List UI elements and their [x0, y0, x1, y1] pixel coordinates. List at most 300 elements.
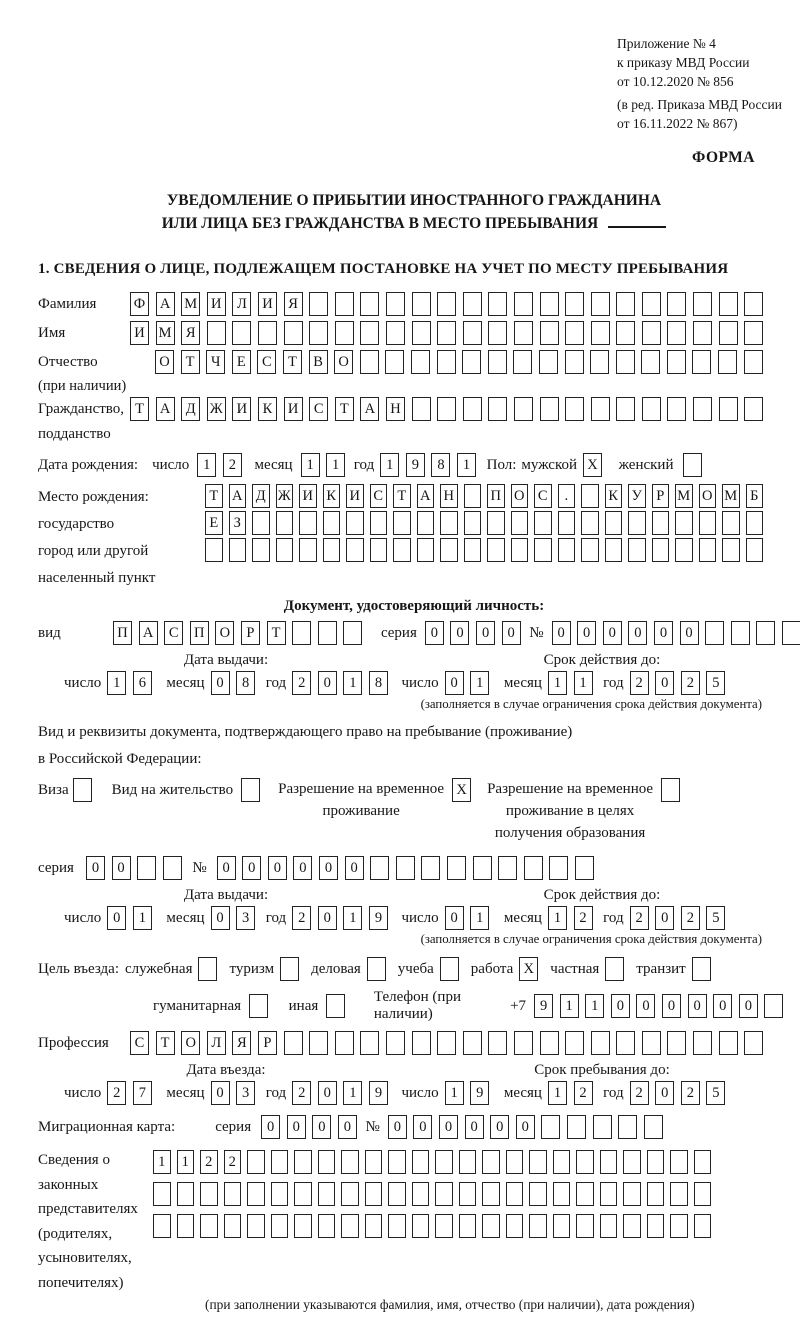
profession-boxes-cell-3[interactable]: Л — [207, 1031, 226, 1055]
given-name-boxes-cell-23[interactable] — [719, 321, 738, 345]
entry-year-cell-2[interactable]: 1 — [343, 1081, 362, 1105]
residence-issue-month-cell-0[interactable]: 0 — [211, 906, 230, 930]
residence-number-boxes-cell-0[interactable]: 0 — [217, 856, 236, 880]
purpose-official-checkbox[interactable] — [198, 957, 217, 981]
purpose-business-checkbox[interactable] — [367, 957, 386, 981]
birth-place-line1-cell-2[interactable]: Д — [252, 484, 270, 508]
given-name-boxes-cell-20[interactable] — [642, 321, 661, 345]
residence-number-boxes-cell-9[interactable] — [447, 856, 466, 880]
citizenship-boxes-cell-2[interactable]: Д — [181, 397, 200, 421]
residence-valid-day-cell-1[interactable]: 1 — [470, 906, 489, 930]
surname-boxes-cell-23[interactable] — [719, 292, 738, 316]
legal-reps-line2-cell-17[interactable] — [553, 1182, 571, 1206]
doc-valid-year-cell-0[interactable]: 2 — [630, 671, 649, 695]
birth-place-line1-cell-17[interactable]: К — [605, 484, 623, 508]
surname-boxes-cell-19[interactable] — [616, 292, 635, 316]
doc-number-boxes-cell-3[interactable]: 0 — [628, 621, 647, 645]
surname-boxes-cell-1[interactable]: А — [156, 292, 175, 316]
doc-issue-year-cell-1[interactable]: 0 — [318, 671, 337, 695]
birth-place-line3-cell-11[interactable] — [464, 538, 482, 562]
entry-day-cell-0[interactable]: 2 — [107, 1081, 126, 1105]
patronymic-boxes-cell-5[interactable]: Т — [283, 350, 302, 374]
legal-reps-line2-cell-5[interactable] — [271, 1182, 289, 1206]
profession-boxes-cell-16[interactable] — [540, 1031, 559, 1055]
birth-place-line1-cell-4[interactable]: И — [299, 484, 317, 508]
mc-number-boxes-cell-0[interactable]: 0 — [388, 1115, 407, 1139]
doc-number-boxes-cell-0[interactable]: 0 — [552, 621, 571, 645]
stay-month-cell-1[interactable]: 2 — [574, 1081, 593, 1105]
birth-place-line1-cell-0[interactable]: Т — [205, 484, 223, 508]
patronymic-boxes-cell-8[interactable] — [360, 350, 379, 374]
birth-year-boxes-cell-1[interactable]: 9 — [406, 453, 425, 477]
residence-number-boxes-cell-12[interactable] — [524, 856, 543, 880]
legal-reps-line3-cell-22[interactable] — [670, 1214, 688, 1238]
profession-boxes-cell-9[interactable] — [360, 1031, 379, 1055]
purpose-tourism-checkbox[interactable] — [280, 957, 299, 981]
citizenship-boxes-cell-9[interactable]: А — [360, 397, 379, 421]
residence-number-boxes-cell-4[interactable]: 0 — [319, 856, 338, 880]
residence-number-boxes-cell-1[interactable]: 0 — [242, 856, 261, 880]
legal-reps-line3-cell-14[interactable] — [482, 1214, 500, 1238]
mc-number-boxes-cell-5[interactable]: 0 — [516, 1115, 535, 1139]
legal-reps-line2-cell-12[interactable] — [435, 1182, 453, 1206]
birth-place-line2-cell-12[interactable] — [487, 511, 505, 535]
doc-valid-month-cell-1[interactable]: 1 — [574, 671, 593, 695]
phone-boxes-cell-6[interactable]: 0 — [688, 994, 707, 1018]
birth-month-boxes-cell-1[interactable]: 1 — [326, 453, 345, 477]
birth-place-line1-cell-1[interactable]: А — [229, 484, 247, 508]
profession-boxes-cell-22[interactable] — [693, 1031, 712, 1055]
birth-place-line2-cell-16[interactable] — [581, 511, 599, 535]
residence-valid-day-cell-0[interactable]: 0 — [445, 906, 464, 930]
profession-boxes-cell-1[interactable]: Т — [156, 1031, 175, 1055]
purpose-study-checkbox[interactable] — [440, 957, 459, 981]
birth-place-line3-cell-1[interactable] — [229, 538, 247, 562]
citizenship-boxes-cell-23[interactable] — [719, 397, 738, 421]
legal-reps-line1-cell-4[interactable] — [247, 1150, 265, 1174]
residence-number-boxes-cell-10[interactable] — [473, 856, 492, 880]
legal-reps-line2-cell-21[interactable] — [647, 1182, 665, 1206]
birth-place-line3-cell-4[interactable] — [299, 538, 317, 562]
legal-reps-line1-cell-9[interactable] — [365, 1150, 383, 1174]
phone-boxes-cell-5[interactable]: 0 — [662, 994, 681, 1018]
legal-reps-line3-cell-15[interactable] — [506, 1214, 524, 1238]
birth-place-line1-cell-12[interactable]: П — [487, 484, 505, 508]
birth-place-line1-cell-19[interactable]: Р — [652, 484, 670, 508]
given-name-boxes-cell-24[interactable] — [744, 321, 763, 345]
legal-reps-line1-cell-10[interactable] — [388, 1150, 406, 1174]
legal-reps-line3-cell-3[interactable] — [224, 1214, 242, 1238]
legal-reps-line3-cell-18[interactable] — [576, 1214, 594, 1238]
surname-boxes-cell-24[interactable] — [744, 292, 763, 316]
surname-boxes-cell-20[interactable] — [642, 292, 661, 316]
birth-place-line2-cell-6[interactable] — [346, 511, 364, 535]
given-name-boxes-cell-19[interactable] — [616, 321, 635, 345]
legal-reps-line1-cell-0[interactable]: 1 — [153, 1150, 171, 1174]
birth-day-boxes-cell-1[interactable]: 2 — [223, 453, 242, 477]
doc-series-boxes-cell-3[interactable]: 0 — [502, 621, 521, 645]
residence-valid-month-cell-0[interactable]: 1 — [548, 906, 567, 930]
profession-boxes-cell-4[interactable]: Я — [232, 1031, 251, 1055]
given-name-boxes-cell-2[interactable]: Я — [181, 321, 200, 345]
profession-boxes-cell-17[interactable] — [565, 1031, 584, 1055]
profession-boxes-cell-20[interactable] — [642, 1031, 661, 1055]
birth-place-line3-cell-13[interactable] — [511, 538, 529, 562]
doc-series-boxes-cell-1[interactable]: 0 — [450, 621, 469, 645]
patronymic-boxes-cell-2[interactable]: Ч — [206, 350, 225, 374]
entry-year-cell-0[interactable]: 2 — [292, 1081, 311, 1105]
doc-kind-boxes-cell-0[interactable]: П — [113, 621, 132, 645]
residence-number-boxes-cell-11[interactable] — [498, 856, 517, 880]
legal-reps-line1-cell-13[interactable] — [459, 1150, 477, 1174]
residence-number-boxes-cell-8[interactable] — [421, 856, 440, 880]
citizenship-boxes-cell-10[interactable]: Н — [386, 397, 405, 421]
birth-place-line3-cell-9[interactable] — [417, 538, 435, 562]
legal-reps-line2-cell-4[interactable] — [247, 1182, 265, 1206]
given-name-boxes-cell-8[interactable] — [335, 321, 354, 345]
legal-reps-line3-cell-16[interactable] — [529, 1214, 547, 1238]
legal-reps-line2-cell-23[interactable] — [694, 1182, 712, 1206]
legal-reps-line3-cell-4[interactable] — [247, 1214, 265, 1238]
legal-reps-line2-cell-14[interactable] — [482, 1182, 500, 1206]
given-name-boxes-cell-4[interactable] — [232, 321, 251, 345]
birth-place-line3-cell-14[interactable] — [534, 538, 552, 562]
birth-place-line2-cell-0[interactable]: Е — [205, 511, 223, 535]
residence-number-boxes-cell-6[interactable] — [370, 856, 389, 880]
legal-reps-line3-cell-21[interactable] — [647, 1214, 665, 1238]
mc-number-boxes-cell-2[interactable]: 0 — [439, 1115, 458, 1139]
surname-boxes-cell-2[interactable]: М — [181, 292, 200, 316]
birth-place-line1-cell-18[interactable]: У — [628, 484, 646, 508]
phone-boxes-cell-1[interactable]: 1 — [560, 994, 579, 1018]
birth-place-line3-cell-17[interactable] — [605, 538, 623, 562]
legal-reps-line1-cell-20[interactable] — [623, 1150, 641, 1174]
citizenship-boxes-cell-14[interactable] — [488, 397, 507, 421]
birth-place-line1-cell-13[interactable]: О — [511, 484, 529, 508]
birth-place-line1-cell-7[interactable]: С — [370, 484, 388, 508]
stay-year-cell-3[interactable]: 5 — [706, 1081, 725, 1105]
residence-issue-year-cell-3[interactable]: 9 — [369, 906, 388, 930]
profession-boxes-cell-11[interactable] — [412, 1031, 431, 1055]
birth-place-line3-cell-7[interactable] — [370, 538, 388, 562]
mc-series-boxes-cell-3[interactable]: 0 — [338, 1115, 357, 1139]
citizenship-boxes-cell-13[interactable] — [463, 397, 482, 421]
stay-day-cell-1[interactable]: 9 — [470, 1081, 489, 1105]
profession-boxes-cell-24[interactable] — [744, 1031, 763, 1055]
doc-issue-year-cell-3[interactable]: 8 — [369, 671, 388, 695]
patronymic-boxes-cell-20[interactable] — [667, 350, 686, 374]
legal-reps-line1-cell-6[interactable] — [294, 1150, 312, 1174]
citizenship-boxes-cell-22[interactable] — [693, 397, 712, 421]
entry-year-cell-1[interactable]: 0 — [318, 1081, 337, 1105]
surname-boxes-cell-4[interactable]: Л — [232, 292, 251, 316]
birth-year-boxes-cell-3[interactable]: 1 — [457, 453, 476, 477]
citizenship-boxes-cell-5[interactable]: К — [258, 397, 277, 421]
birth-place-line1-cell-22[interactable]: М — [722, 484, 740, 508]
doc-issue-month-cell-1[interactable]: 8 — [236, 671, 255, 695]
stay-year-cell-2[interactable]: 2 — [681, 1081, 700, 1105]
birth-place-line1-cell-23[interactable]: Б — [746, 484, 764, 508]
doc-number-boxes-cell-5[interactable]: 0 — [680, 621, 699, 645]
doc-valid-year-cell-3[interactable]: 5 — [706, 671, 725, 695]
surname-boxes-cell-16[interactable] — [540, 292, 559, 316]
residence-issue-year-cell-0[interactable]: 2 — [292, 906, 311, 930]
birth-place-line3-cell-22[interactable] — [722, 538, 740, 562]
given-name-boxes-cell-10[interactable] — [386, 321, 405, 345]
surname-boxes-cell-12[interactable] — [437, 292, 456, 316]
surname-boxes-cell-8[interactable] — [335, 292, 354, 316]
birth-place-line2-cell-3[interactable] — [276, 511, 294, 535]
phone-boxes-cell-3[interactable]: 0 — [611, 994, 630, 1018]
mc-number-boxes-cell-9[interactable] — [618, 1115, 637, 1139]
birth-place-line1-cell-11[interactable] — [464, 484, 482, 508]
given-name-boxes-cell-18[interactable] — [591, 321, 610, 345]
doc-number-boxes-cell-1[interactable]: 0 — [577, 621, 596, 645]
legal-reps-line2-cell-16[interactable] — [529, 1182, 547, 1206]
legal-reps-line2-cell-7[interactable] — [318, 1182, 336, 1206]
birth-place-line2-cell-7[interactable] — [370, 511, 388, 535]
birth-place-line2-cell-1[interactable]: З — [229, 511, 247, 535]
legal-reps-line3-cell-8[interactable] — [341, 1214, 359, 1238]
legal-reps-line3-cell-13[interactable] — [459, 1214, 477, 1238]
given-name-boxes-cell-3[interactable] — [207, 321, 226, 345]
profession-boxes-cell-2[interactable]: О — [181, 1031, 200, 1055]
citizenship-boxes-cell-19[interactable] — [616, 397, 635, 421]
citizenship-boxes-cell-7[interactable]: С — [309, 397, 328, 421]
legal-reps-line2-cell-19[interactable] — [600, 1182, 618, 1206]
birth-place-line1-cell-14[interactable]: С — [534, 484, 552, 508]
residence-number-boxes-cell-2[interactable]: 0 — [268, 856, 287, 880]
birth-place-line2-cell-11[interactable] — [464, 511, 482, 535]
given-name-boxes-cell-1[interactable]: М — [156, 321, 175, 345]
birth-place-line1-cell-8[interactable]: Т — [393, 484, 411, 508]
legal-reps-line3-cell-12[interactable] — [435, 1214, 453, 1238]
doc-number-boxes-cell-9[interactable] — [782, 621, 800, 645]
patronymic-boxes-cell-9[interactable] — [385, 350, 404, 374]
citizenship-boxes-cell-17[interactable] — [565, 397, 584, 421]
legal-reps-line2-cell-1[interactable] — [177, 1182, 195, 1206]
given-name-boxes-cell-7[interactable] — [309, 321, 328, 345]
birth-place-line1-cell-15[interactable]: . — [558, 484, 576, 508]
profession-boxes-cell-21[interactable] — [667, 1031, 686, 1055]
given-name-boxes-cell-13[interactable] — [463, 321, 482, 345]
patronymic-boxes-cell-15[interactable] — [539, 350, 558, 374]
surname-boxes-cell-11[interactable] — [412, 292, 431, 316]
legal-reps-line2-cell-8[interactable] — [341, 1182, 359, 1206]
doc-issue-month-cell-0[interactable]: 0 — [211, 671, 230, 695]
legal-reps-line1-cell-12[interactable] — [435, 1150, 453, 1174]
option-temp-residence-education-checkbox[interactable] — [661, 778, 680, 802]
doc-kind-boxes-cell-7[interactable] — [292, 621, 311, 645]
citizenship-boxes-cell-1[interactable]: А — [156, 397, 175, 421]
doc-number-boxes-cell-6[interactable] — [705, 621, 724, 645]
birth-place-line2-cell-18[interactable] — [628, 511, 646, 535]
surname-boxes-cell-5[interactable]: И — [258, 292, 277, 316]
sex-female-checkbox[interactable] — [683, 453, 702, 477]
patronymic-boxes-cell-0[interactable]: О — [155, 350, 174, 374]
given-name-boxes-cell-9[interactable] — [360, 321, 379, 345]
legal-reps-line1-cell-23[interactable] — [694, 1150, 712, 1174]
legal-reps-line1-cell-15[interactable] — [506, 1150, 524, 1174]
profession-boxes-cell-12[interactable] — [437, 1031, 456, 1055]
patronymic-boxes-cell-1[interactable]: Т — [181, 350, 200, 374]
surname-boxes-cell-10[interactable] — [386, 292, 405, 316]
patronymic-boxes-cell-23[interactable] — [744, 350, 763, 374]
doc-issue-year-cell-2[interactable]: 1 — [343, 671, 362, 695]
birth-place-line3-cell-21[interactable] — [699, 538, 717, 562]
birth-place-line2-cell-4[interactable] — [299, 511, 317, 535]
doc-series-boxes-cell-2[interactable]: 0 — [476, 621, 495, 645]
surname-boxes-cell-21[interactable] — [667, 292, 686, 316]
option-temp-residence-checkbox[interactable]: X — [452, 778, 471, 802]
mc-number-boxes-cell-3[interactable]: 0 — [465, 1115, 484, 1139]
citizenship-boxes-cell-15[interactable] — [514, 397, 533, 421]
birth-place-line2-cell-8[interactable] — [393, 511, 411, 535]
doc-valid-year-cell-2[interactable]: 2 — [681, 671, 700, 695]
profession-boxes-cell-23[interactable] — [719, 1031, 738, 1055]
surname-boxes-cell-3[interactable]: И — [207, 292, 226, 316]
surname-boxes-cell-9[interactable] — [360, 292, 379, 316]
birth-place-line3-cell-18[interactable] — [628, 538, 646, 562]
legal-reps-line2-cell-10[interactable] — [388, 1182, 406, 1206]
legal-reps-line3-cell-20[interactable] — [623, 1214, 641, 1238]
legal-reps-line3-cell-7[interactable] — [318, 1214, 336, 1238]
birth-place-line3-cell-16[interactable] — [581, 538, 599, 562]
legal-reps-line3-cell-6[interactable] — [294, 1214, 312, 1238]
legal-reps-line2-cell-22[interactable] — [670, 1182, 688, 1206]
birth-year-boxes-cell-0[interactable]: 1 — [380, 453, 399, 477]
doc-valid-year-cell-1[interactable]: 0 — [655, 671, 674, 695]
mc-series-boxes-cell-1[interactable]: 0 — [287, 1115, 306, 1139]
legal-reps-line2-cell-13[interactable] — [459, 1182, 477, 1206]
birth-place-line3-cell-6[interactable] — [346, 538, 364, 562]
phone-boxes-cell-9[interactable] — [764, 994, 783, 1018]
mc-number-boxes-cell-6[interactable] — [541, 1115, 560, 1139]
entry-month-cell-0[interactable]: 0 — [211, 1081, 230, 1105]
mc-number-boxes-cell-7[interactable] — [567, 1115, 586, 1139]
stay-year-cell-1[interactable]: 0 — [655, 1081, 674, 1105]
purpose-work-checkbox[interactable]: X — [519, 957, 538, 981]
mc-number-boxes-cell-1[interactable]: 0 — [413, 1115, 432, 1139]
doc-series-boxes-cell-0[interactable]: 0 — [425, 621, 444, 645]
residence-valid-month-cell-1[interactable]: 2 — [574, 906, 593, 930]
legal-reps-line2-cell-11[interactable] — [412, 1182, 430, 1206]
phone-boxes-cell-2[interactable]: 1 — [585, 994, 604, 1018]
patronymic-boxes-cell-3[interactable]: Е — [232, 350, 251, 374]
mc-series-boxes-cell-2[interactable]: 0 — [312, 1115, 331, 1139]
residence-issue-month-cell-1[interactable]: 3 — [236, 906, 255, 930]
surname-boxes-cell-17[interactable] — [565, 292, 584, 316]
legal-reps-line2-cell-9[interactable] — [365, 1182, 383, 1206]
birth-place-line2-cell-19[interactable] — [652, 511, 670, 535]
birth-place-line1-cell-3[interactable]: Ж — [276, 484, 294, 508]
citizenship-boxes-cell-11[interactable] — [412, 397, 431, 421]
legal-reps-line1-cell-2[interactable]: 2 — [200, 1150, 218, 1174]
stay-month-cell-0[interactable]: 1 — [548, 1081, 567, 1105]
purpose-other-checkbox[interactable] — [326, 994, 345, 1018]
patronymic-boxes-cell-14[interactable] — [513, 350, 532, 374]
birth-place-line3-cell-20[interactable] — [675, 538, 693, 562]
citizenship-boxes-cell-6[interactable]: И — [284, 397, 303, 421]
doc-kind-boxes-cell-2[interactable]: С — [164, 621, 183, 645]
given-name-boxes-cell-5[interactable] — [258, 321, 277, 345]
legal-reps-line2-cell-0[interactable] — [153, 1182, 171, 1206]
doc-kind-boxes-cell-1[interactable]: А — [139, 621, 158, 645]
doc-kind-boxes-cell-6[interactable]: Т — [267, 621, 286, 645]
surname-boxes-cell-13[interactable] — [463, 292, 482, 316]
profession-boxes-cell-14[interactable] — [488, 1031, 507, 1055]
birth-place-line2-cell-20[interactable] — [675, 511, 693, 535]
residence-number-boxes-cell-5[interactable]: 0 — [345, 856, 364, 880]
surname-boxes-cell-14[interactable] — [488, 292, 507, 316]
profession-boxes-cell-10[interactable] — [386, 1031, 405, 1055]
citizenship-boxes-cell-24[interactable] — [744, 397, 763, 421]
birth-place-line3-cell-23[interactable] — [746, 538, 764, 562]
surname-boxes-cell-6[interactable]: Я — [284, 292, 303, 316]
given-name-boxes-cell-11[interactable] — [412, 321, 431, 345]
purpose-private-checkbox[interactable] — [605, 957, 624, 981]
phone-boxes-cell-7[interactable]: 0 — [713, 994, 732, 1018]
given-name-boxes-cell-6[interactable] — [284, 321, 303, 345]
profession-boxes-cell-6[interactable] — [284, 1031, 303, 1055]
given-name-boxes-cell-22[interactable] — [693, 321, 712, 345]
given-name-boxes-cell-15[interactable] — [514, 321, 533, 345]
residence-valid-year-cell-1[interactable]: 0 — [655, 906, 674, 930]
birth-day-boxes-cell-0[interactable]: 1 — [197, 453, 216, 477]
citizenship-boxes-cell-8[interactable]: Т — [335, 397, 354, 421]
option-visa-checkbox[interactable] — [73, 778, 92, 802]
patronymic-boxes-cell-13[interactable] — [488, 350, 507, 374]
profession-boxes-cell-18[interactable] — [591, 1031, 610, 1055]
legal-reps-line3-cell-17[interactable] — [553, 1214, 571, 1238]
birth-place-line1-cell-5[interactable]: К — [323, 484, 341, 508]
phone-boxes-cell-8[interactable]: 0 — [739, 994, 758, 1018]
patronymic-boxes-cell-6[interactable]: В — [309, 350, 328, 374]
legal-reps-line1-cell-8[interactable] — [341, 1150, 359, 1174]
profession-boxes-cell-15[interactable] — [514, 1031, 533, 1055]
doc-valid-day-cell-1[interactable]: 1 — [470, 671, 489, 695]
birth-place-line1-cell-16[interactable] — [581, 484, 599, 508]
birth-place-line3-cell-15[interactable] — [558, 538, 576, 562]
legal-reps-line3-cell-1[interactable] — [177, 1214, 195, 1238]
legal-reps-line3-cell-9[interactable] — [365, 1214, 383, 1238]
legal-reps-line3-cell-2[interactable] — [200, 1214, 218, 1238]
purpose-humanitarian-checkbox[interactable] — [249, 994, 268, 1018]
profession-boxes-cell-5[interactable]: Р — [258, 1031, 277, 1055]
legal-reps-line3-cell-0[interactable] — [153, 1214, 171, 1238]
patronymic-boxes-cell-22[interactable] — [718, 350, 737, 374]
mc-number-boxes-cell-10[interactable] — [644, 1115, 663, 1139]
residence-number-boxes-cell-14[interactable] — [575, 856, 594, 880]
birth-place-line3-cell-10[interactable] — [440, 538, 458, 562]
residence-valid-year-cell-0[interactable]: 2 — [630, 906, 649, 930]
birth-place-line2-cell-21[interactable] — [699, 511, 717, 535]
legal-reps-line3-cell-11[interactable] — [412, 1214, 430, 1238]
profession-boxes-cell-7[interactable] — [309, 1031, 328, 1055]
patronymic-boxes-cell-19[interactable] — [641, 350, 660, 374]
profession-boxes-cell-8[interactable] — [335, 1031, 354, 1055]
surname-boxes-cell-18[interactable] — [591, 292, 610, 316]
residence-issue-day-cell-0[interactable]: 0 — [107, 906, 126, 930]
surname-boxes-cell-0[interactable]: Ф — [130, 292, 149, 316]
patronymic-boxes-cell-12[interactable] — [462, 350, 481, 374]
legal-reps-line2-cell-2[interactable] — [200, 1182, 218, 1206]
birth-place-line2-cell-5[interactable] — [323, 511, 341, 535]
phone-boxes-cell-4[interactable]: 0 — [636, 994, 655, 1018]
citizenship-boxes-cell-12[interactable] — [437, 397, 456, 421]
legal-reps-line3-cell-5[interactable] — [271, 1214, 289, 1238]
doc-kind-boxes-cell-3[interactable]: П — [190, 621, 209, 645]
